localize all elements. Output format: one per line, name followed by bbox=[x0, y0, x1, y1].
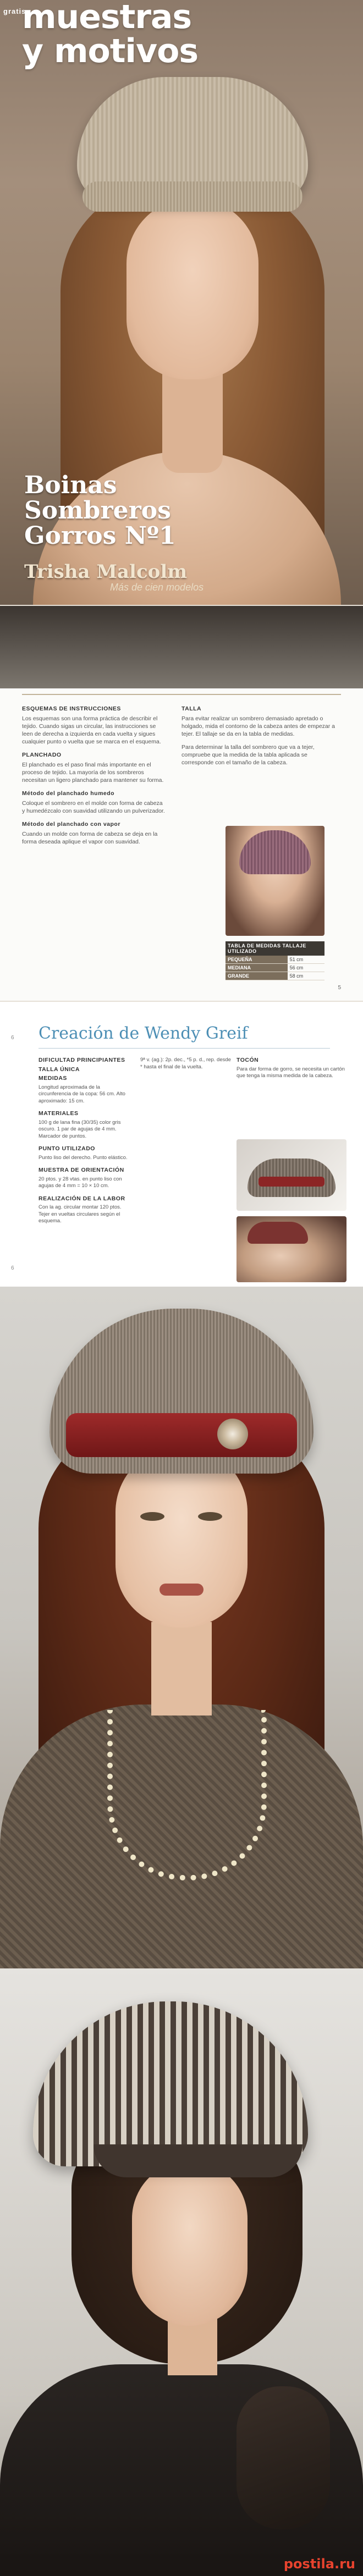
section-heading: REALIZACIÓN DE LA LABOR bbox=[38, 1195, 125, 1202]
section-heading: Método del planchado humedo bbox=[22, 790, 115, 797]
instructions-column-2 bbox=[182, 705, 341, 772]
paragraph: Para evitar realizar un sombrero demasiado apretado o holgado, mida el contorno de la cabeza antes de empezar a tejer. El tallaje se da en la tabla de medidas. bbox=[182, 715, 336, 737]
page-header-photo-band bbox=[0, 606, 363, 688]
table-row bbox=[226, 964, 324, 972]
pearl-necklace bbox=[107, 1710, 267, 1880]
hat-brooch bbox=[217, 1419, 248, 1449]
paragraph: Punto liso del derecho. Punto elástico. bbox=[38, 1154, 128, 1161]
pattern-column-1 bbox=[38, 1057, 132, 1231]
cover-model-neck bbox=[162, 363, 223, 473]
cover-subtitle: Más de cien modelos bbox=[110, 582, 204, 593]
size-measure: 58 cm bbox=[288, 972, 324, 980]
size-label: MEDIANA bbox=[226, 964, 288, 972]
section-heading: PUNTO UTILIZADO bbox=[38, 1145, 95, 1152]
paragraph: 9ª v. (ag.): 2p. dec., *5 p. d., rep. desde * hasta el final de la vuelta. bbox=[140, 1057, 231, 1070]
model-lips bbox=[160, 1584, 204, 1596]
cover-headline-line1: Boinas bbox=[24, 471, 117, 499]
paragraph: Con la ag. circular montar 120 ptos. Tejer en vueltas circulares según el esquema. bbox=[38, 1204, 122, 1224]
size-label: PEQUEÑA bbox=[226, 956, 288, 964]
size-label: GRANDE bbox=[226, 972, 288, 980]
hat-red-band bbox=[258, 1177, 324, 1187]
section-heading: PLANCHADO bbox=[22, 752, 62, 758]
hat-illustration bbox=[248, 1222, 308, 1244]
size-measure: 56 cm bbox=[288, 964, 324, 972]
section-heading: Método del planchado con vapor bbox=[22, 821, 120, 828]
size-table-title: TABLA DE MEDIDAS TALLAJE UTILIZADO bbox=[226, 941, 324, 956]
striped-knit-cap bbox=[33, 2001, 308, 2166]
section-heading: ESQUEMAS DE INSTRUCCIONES bbox=[22, 705, 121, 712]
magazine-cover bbox=[0, 0, 363, 605]
model-photo-thumbnail bbox=[226, 826, 324, 936]
cover-author: Trisha Malcolm bbox=[24, 561, 188, 583]
model-photo-red-band-hat bbox=[0, 1287, 363, 1968]
pattern-column-3 bbox=[237, 1057, 346, 1085]
cover-headline bbox=[24, 473, 176, 549]
page-number: 6 bbox=[11, 1265, 14, 1271]
watermark: postila.ru bbox=[283, 2556, 355, 2572]
cover-model-face bbox=[127, 198, 258, 379]
magazine-title-line2: y motivos bbox=[22, 32, 199, 70]
pattern-title: Creación de Wendy Greif bbox=[38, 1024, 248, 1043]
paragraph: Longitud aproximada de la circunferencia de la copa: 56 cm. Alto aproximado: 15 cm. bbox=[38, 1084, 125, 1104]
divider bbox=[22, 694, 341, 695]
instructions-column-1 bbox=[22, 705, 165, 851]
section-heading: TALLA bbox=[182, 705, 202, 712]
model-eye-right bbox=[198, 1512, 222, 1521]
cover-brand-small: gratis bbox=[3, 7, 26, 15]
cover-headline-line3: Gorros Nº1 bbox=[24, 522, 176, 550]
section-heading: TOCÓN bbox=[237, 1057, 259, 1063]
section-heading: MUESTRA DE ORIENTACIÓN bbox=[38, 1167, 124, 1173]
paragraph: Para determinar la talla del sombrero que va a tejer, compruebe que la medida de la tabla aplicada se corresponde con el tamaño de la cabeza. bbox=[182, 744, 315, 766]
hat-illustration bbox=[239, 830, 311, 874]
section-heading: DIFICULTAD PRINCIPIANTES bbox=[38, 1057, 125, 1063]
model-face bbox=[132, 2161, 248, 2326]
model-thumbnail-photo bbox=[237, 1216, 346, 1282]
paragraph: 20 ptos. y 28 vtas. en punto liso con agujas de 4 mm = 10 × 10 cm. bbox=[38, 1176, 122, 1189]
instructions-page bbox=[0, 605, 363, 1002]
divider bbox=[38, 1048, 330, 1049]
table-row bbox=[226, 972, 324, 980]
size-table bbox=[226, 941, 324, 980]
paragraph: Cuando un molde con forma de cabeza se deja en la forma deseada aplique el vapor con suavidad. bbox=[22, 831, 158, 845]
paragraph: Para dar forma de gorro, se necesita un cartón que tenga la misma medida de la cabeza. bbox=[237, 1066, 345, 1079]
leather-glove bbox=[237, 2386, 330, 2529]
cap-visor bbox=[94, 2144, 302, 2177]
section-heading: MATERIALES bbox=[38, 1110, 79, 1117]
size-measure: 51 cm bbox=[288, 956, 324, 964]
cover-headline-line2: Sombreros bbox=[24, 497, 171, 525]
paragraph: El planchado es el paso final más importante en el proceso de tejido. La mayoría de los sombreros necesitan un ligero planchado para mantener su forma. bbox=[22, 762, 164, 784]
hat-red-band bbox=[66, 1413, 297, 1457]
hat-detail-photo bbox=[237, 1139, 346, 1211]
page-number: 5 bbox=[338, 985, 341, 991]
paragraph: Los esquemas son una forma práctica de describir el tejido. Cuando sigas un circular, las instrucciones se leen de derecha a izquierda en cada vuelta y sigues cualquier punto o vuelta que se marca en el esquema. bbox=[22, 715, 161, 745]
paragraph: 100 g de lana fina (30/35) color gris oscuro. 1 par de agujas de 4 mm. Marcador de puntos. bbox=[38, 1119, 121, 1139]
cover-hat-band bbox=[82, 181, 302, 212]
page-number: 6 bbox=[11, 1035, 14, 1041]
model-photo-striped-cap bbox=[0, 1968, 363, 2576]
pattern-column-2 bbox=[140, 1057, 231, 1076]
magazine-title bbox=[22, 0, 198, 68]
model-eye-left bbox=[140, 1512, 164, 1521]
model-neck bbox=[151, 1622, 212, 1716]
paragraph: Coloque el sombrero en el molde con forma de cabeza y humedézcalo con suavidad utilizando un pulverizador. bbox=[22, 800, 165, 814]
pattern-page bbox=[0, 1001, 363, 1288]
table-row bbox=[226, 956, 324, 964]
magazine-title-line1: muestras bbox=[22, 0, 192, 36]
section-heading: TALLA ÚNICA bbox=[38, 1066, 80, 1073]
section-heading: MEDIDAS bbox=[38, 1075, 67, 1082]
